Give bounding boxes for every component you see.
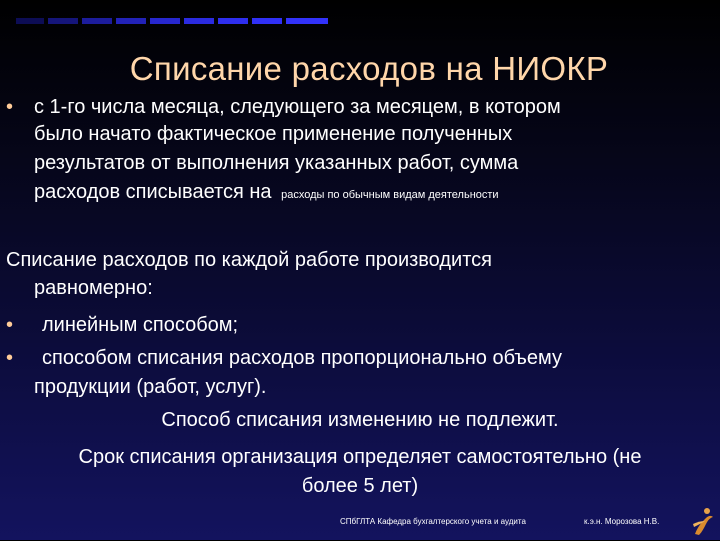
para1-line4-text: расходов списывается на [34, 181, 272, 203]
stylized-figure-logo-icon [690, 506, 716, 536]
bullet-symbol: • [6, 314, 14, 336]
bar-8 [252, 18, 282, 24]
para1-line1: с 1-го числа месяца, следующего за месяцем, в котором [34, 96, 561, 118]
footer-department: СПбГЛТА Кафедра бухгалтерского учета и аудита [340, 517, 526, 526]
bar-4 [116, 18, 146, 24]
para1-line4 [34, 177, 499, 208]
para1-line4-small: расходы по обычным видам деятельности [281, 189, 499, 201]
bar-5 [150, 18, 180, 24]
para2-line2: равномерно: [34, 277, 153, 299]
bar-7 [218, 18, 248, 24]
page-title: Списание расходов на НИОКР [129, 50, 609, 87]
center-line3: более 5 лет) [301, 475, 419, 497]
decorative-bars [16, 18, 336, 26]
bullet-symbol: • [6, 347, 14, 369]
bar-10 [314, 18, 328, 24]
bullet-symbol: • [6, 96, 14, 118]
bar-1 [16, 18, 44, 24]
bullet1-text: линейным способом; [42, 314, 239, 336]
bar-6 [184, 18, 214, 24]
center-line1: Способ списания изменению не подлежит. [161, 409, 559, 431]
center-line2: Срок списания организация определяет самостоятельно (не [78, 446, 642, 468]
bullet2-line2: продукции (работ, услуг). [34, 376, 267, 398]
bar-9 [286, 18, 316, 24]
bar-2 [48, 18, 78, 24]
para1-line2: было начато фактическое применение полученных [34, 123, 513, 145]
bar-3 [82, 18, 112, 24]
bullet2-line1: способом списания расходов пропорционально объему [42, 347, 562, 369]
para2-line1: Списание расходов по каждой работе производится [6, 249, 492, 271]
footer-author: к.э.н. Морозова Н.В. [584, 517, 660, 526]
para1-line3: результатов от выполнения указанных работ, сумма [34, 152, 519, 174]
